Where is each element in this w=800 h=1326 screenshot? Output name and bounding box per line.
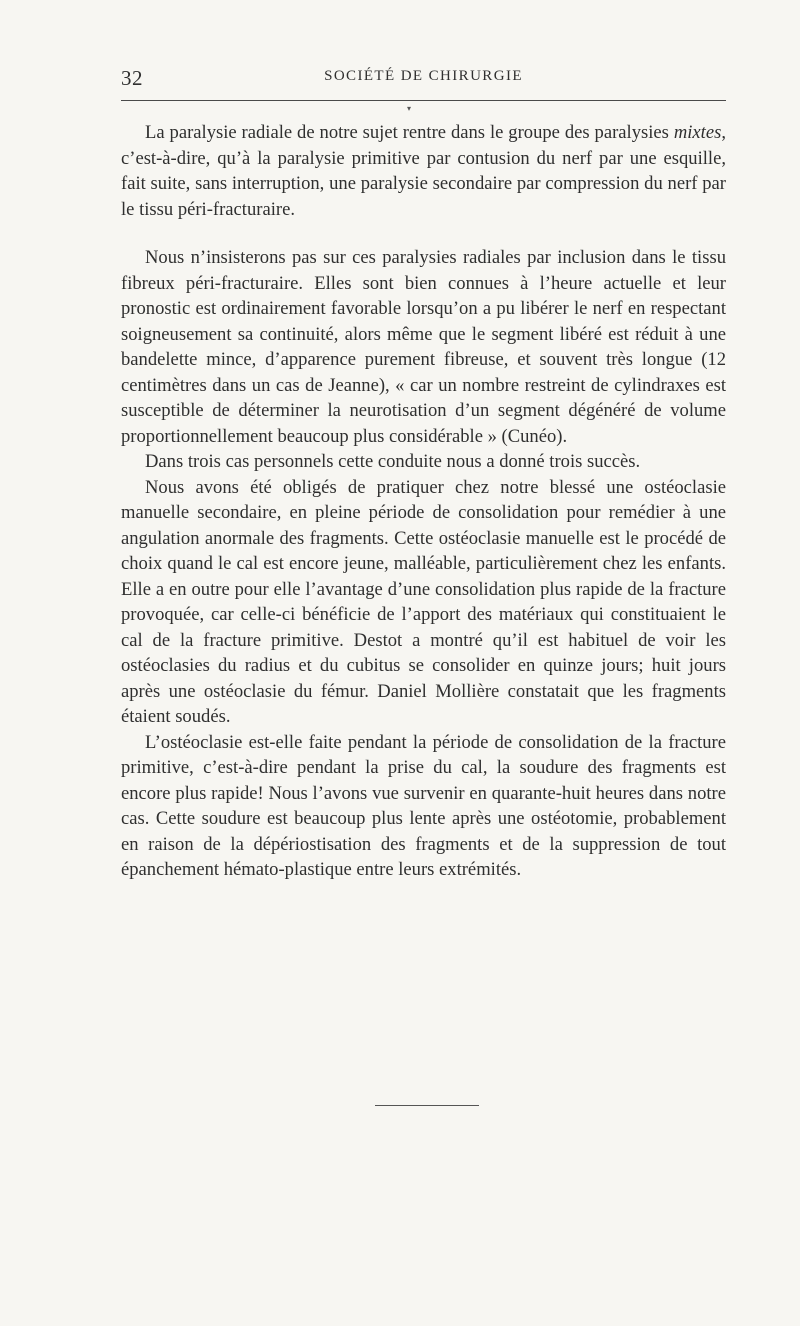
end-rule (375, 1105, 479, 1106)
running-header (121, 66, 726, 90)
paragraph-3: Dans trois cas personnels cette conduite nous a donné trois succès. (145, 451, 641, 472)
paragraph-1-italic: mixtes (673, 122, 722, 143)
running-title: SOCIÉTÉ DE CHIRURGIE (324, 68, 523, 84)
paragraph-1-start: La paralysie radiale de notre sujet rentre dans le groupe des paralysies (145, 122, 674, 143)
paragraph-5: L’ostéoclasie est-elle faite pendant la période de consolidation de la fracture primitive, c’est-à-dire pendant la prise du cal, la soudure des fragments est encore plus rapide! Nous l’avons vue survenir en quarante-huit heures dans notre cas. Cette soudure est beaucoup plus lente après une ostéotomie, probablement en raison de la dépériostisation des fragments et de la suppression de tout épanchement hémato-plastique entre leurs extrémités. (121, 731, 726, 880)
body-text (121, 120, 726, 883)
separator-mark: ▾ (407, 104, 412, 113)
page-number: 32 (121, 66, 143, 90)
paragraph-2: Nous n’insisterons pas sur ces paralysies radiales par inclusion dans le tissu fibreux péri-fracturaire. Elles sont bien connues à l’heure actuelle et leur pronostic est ordinairement favorable lorsqu’on a pu libérer le nerf en respectant soigneusement sa continuité, alors même que le segment libéré est réduit à une bandelette mince, d’apparence purement fibreuse, et souvent très longue (12 centimètres dans un cas de Jeanne), « car un nombre restreint de cylindraxes est susceptible de déterminer la neurotisation d’un segment dégénéré de volume proportionnellement beaucoup plus considérable » (Cunéo). (121, 247, 726, 447)
paragraph-4: Nous avons été obligés de pratiquer chez notre blessé une ostéoclasie manuelle secondaire, en pleine période de consolidation pour remédier à une angulation anormale des fragments. Cette ostéoclasie manuelle est le procédé de choix quand le cal est encore jeune, malléable, particulièrement chez les enfants. Elle a en outre pour elle l’avantage d’une consolidation plus rapide de la fracture provoquée, car celle-ci bénéficie de l’apport des matériaux qui constituaient le cal de la fracture primitive. Destot a montré qu’il est habituel de voir les ostéoclasies du radius et du cubitus se consolider en quinze jours; huit jours après une ostéoclasie du fémur. Daniel Mollière constatait que les fragments étaient soudés. (121, 476, 726, 727)
paragraph-1-end: , c’est-à-dire, qu’à la paralysie primitive par contusion du nerf par une esquille, fait suite, sans interruption, une paralysie secondaire par compression du nerf par le tissu péri-fracturaire. (121, 122, 726, 220)
header-rule (121, 100, 726, 101)
paragraph-1 (121, 120, 726, 222)
